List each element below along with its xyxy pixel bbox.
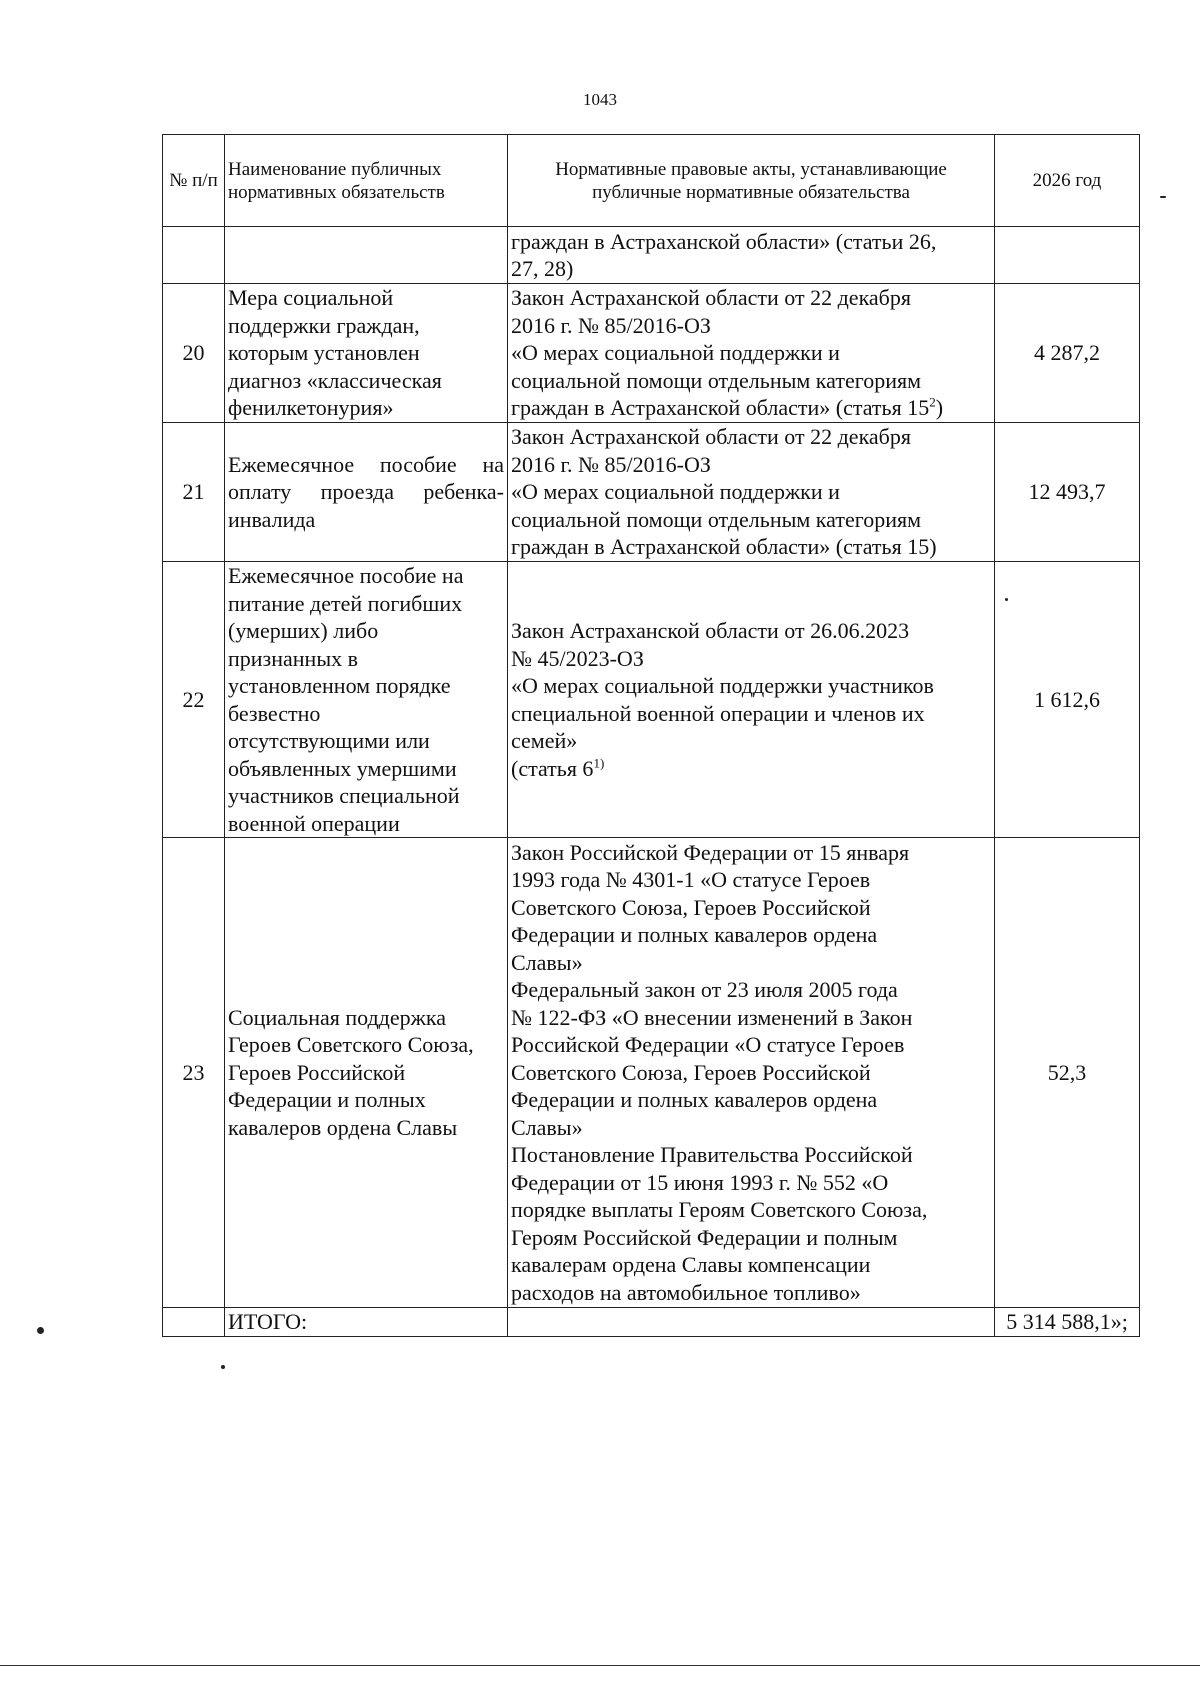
acts-line: Славы» [511, 949, 583, 975]
acts-line: «О мерах социальной поддержки и [511, 340, 840, 366]
acts-line: Славы» [511, 1114, 583, 1140]
legal-acts-cell [508, 284, 995, 423]
page-number: 1043 [583, 90, 617, 109]
total-acts-cell [508, 1308, 995, 1337]
acts-line: 2016 г. № 85/2016-ОЗ [511, 451, 711, 477]
scan-artifact-dash [1160, 196, 1166, 198]
header-legal-acts: Нормативные правовые акты, устанавливающие публичные нормативные обязательства [508, 135, 995, 227]
table-row-continuation [163, 227, 1140, 284]
acts-line-with-superscript [511, 394, 991, 422]
legal-acts-cell [508, 562, 995, 838]
acts-line: Федерации и полных кавалеров ордена [511, 1087, 878, 1113]
acts-line: расходов на автомобильное топливо» [511, 1279, 861, 1305]
name-line: фенилкетонурия» [228, 395, 394, 421]
scan-artifact-dot [1005, 598, 1008, 601]
continuation-name-cell [225, 227, 508, 284]
name-line: поддержки граждан, [228, 312, 420, 338]
table-row [163, 562, 1140, 838]
acts-line: Федеральный закон от 23 июля 2005 года [511, 977, 898, 1003]
row-number: 22 [163, 562, 225, 838]
bottom-rule [0, 1665, 1200, 1666]
name-line: (умерших) либо [228, 618, 379, 643]
name-line: установленном порядке [228, 673, 451, 698]
acts-text: ) [935, 395, 944, 421]
name-line: военной операции [228, 810, 400, 836]
obligation-name-cell [225, 562, 508, 838]
acts-line: Закон Российской Федерации от 15 января [511, 839, 910, 865]
row-number: 21 [163, 423, 225, 562]
obligation-name-cell [225, 284, 508, 423]
acts-line: Постановление Правительства Российской [511, 1142, 913, 1168]
name-line: Героев Советского Союза, [228, 1032, 474, 1058]
table-row [163, 838, 1140, 1308]
name-line: Ежемесячное пособие на [228, 563, 464, 588]
acts-line: 1993 года № 4301-1 «О статусе Героев [511, 867, 871, 893]
acts-line: Советского Союза, Героев Российской [511, 1059, 871, 1085]
legal-acts-cell [508, 838, 995, 1308]
name-line: Социальная поддержка [228, 1004, 446, 1030]
acts-line: порядке выплаты Героям Советского Союза, [511, 1197, 928, 1223]
obligation-name-cell [225, 838, 508, 1308]
acts-line: социальной помощи отдельным категориям [511, 367, 922, 393]
row-number: 20 [163, 284, 225, 423]
acts-line: Федерации от 15 июня 1993 г. № 552 «О [511, 1169, 889, 1195]
superscript: 1) [593, 755, 605, 771]
total-row [163, 1308, 1140, 1337]
name-line: диагноз «классическая [228, 367, 442, 393]
acts-line: Федерации и полных кавалеров ордена [511, 922, 878, 948]
acts-line-with-superscript [511, 755, 991, 783]
amount-cell: 4 287,2 [995, 284, 1140, 423]
name-line: Героев Российской [228, 1059, 406, 1085]
acts-line: № 45/2023-ОЗ [511, 645, 644, 671]
acts-line: «О мерах социальной поддержки и [511, 479, 840, 505]
continuation-number-cell [163, 227, 225, 284]
continuation-acts-cell [508, 227, 995, 284]
header-year: 2026 год [995, 135, 1140, 227]
acts-line: кавалерам ордена Славы компенсации [511, 1252, 871, 1278]
name-line: которым установлен [228, 340, 420, 366]
acts-line: специальной военной операции и членов их [511, 700, 925, 726]
acts-text: (статья 6 [511, 755, 594, 781]
table-header-row [163, 135, 1140, 227]
table-row [163, 284, 1140, 423]
name-line: кавалеров ордена Славы [228, 1114, 458, 1140]
name-line: признанных в [228, 645, 358, 671]
acts-line: Советского Союза, Героев Российской [511, 894, 871, 920]
total-label: ИТОГО: [225, 1308, 508, 1337]
continuation-amount-cell [995, 227, 1140, 284]
name-line: Федерации и полных [228, 1087, 426, 1113]
acts-text: граждан в Астраханской области» (статья 15 [511, 395, 930, 421]
total-number-cell [163, 1308, 225, 1337]
acts-line: «О мерах социальной поддержки участников [511, 673, 934, 698]
name-line: участников специальной [228, 783, 460, 808]
table-row [163, 423, 1140, 562]
acts-line: Героям Российской Федерации и полным [511, 1224, 898, 1250]
acts-line: № 122-ФЗ «О внесении изменений в Закон [511, 1004, 913, 1030]
amount-cell: 12 493,7 [995, 423, 1140, 562]
name-line: питание детей погибших [228, 590, 463, 616]
legal-acts-cell [508, 423, 995, 562]
name-line: безвестно [228, 700, 321, 726]
obligations-table [162, 134, 1140, 1337]
name-line: Мера социальной [228, 285, 394, 311]
acts-line: 27, 28) [511, 256, 574, 281]
scan-artifact-dot [221, 1365, 225, 1369]
header-number: № п/п [163, 135, 225, 227]
row-number: 23 [163, 838, 225, 1308]
scan-artifact-dot [37, 1327, 44, 1334]
obligation-name-cell [225, 423, 508, 562]
header-obligation-name: Наименование публичных нормативных обязательств [225, 135, 508, 227]
name-line: Ежемесячное пособие на [228, 451, 504, 477]
acts-line: семей» [511, 728, 578, 753]
acts-line: социальной помощи отдельным категориям [511, 506, 922, 532]
acts-line: граждан в Астраханской области» (статья 15) [511, 534, 937, 560]
total-amount: 5 314 588,1»; [995, 1308, 1140, 1337]
name-line: инвалида [228, 506, 316, 532]
acts-line: Российской Федерации «О статусе Героев [511, 1032, 905, 1058]
acts-line: 2016 г. № 85/2016-ОЗ [511, 312, 711, 338]
acts-line: Закон Астраханской области от 26.06.2023 [511, 618, 910, 643]
name-line: отсутствующими или [228, 728, 430, 753]
acts-line: Закон Астраханской области от 22 декабря [511, 285, 911, 311]
superscript: 2 [929, 394, 936, 410]
name-line: объявленных умершими [228, 755, 457, 781]
amount-cell: 52,3 [995, 838, 1140, 1308]
acts-line: граждан в Астраханской области» (статьи 26, [511, 228, 937, 254]
acts-line: Закон Астраханской области от 22 декабря [511, 424, 911, 450]
amount-cell: 1 612,6 [995, 562, 1140, 838]
name-line: оплату проезда ребенка- [228, 479, 504, 505]
